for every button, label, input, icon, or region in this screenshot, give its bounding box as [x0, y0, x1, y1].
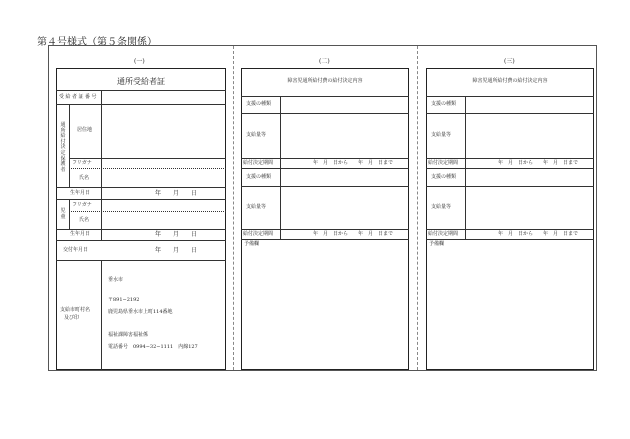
remarks-label: 予備欄: [244, 241, 260, 247]
rule: [241, 168, 409, 169]
support-type-label: 支援の種類: [246, 174, 272, 180]
rule: [426, 239, 594, 240]
rule: [426, 158, 594, 159]
child-label: 児童: [60, 208, 66, 220]
column-number-one: (一): [134, 58, 145, 65]
rule: [280, 96, 281, 239]
support-type-label: 支援の種類: [431, 174, 457, 180]
period-label: 給付決定期間: [428, 231, 459, 237]
support-amount-label: 支給量等: [431, 204, 452, 210]
rule: [426, 168, 594, 169]
rule: [69, 158, 226, 159]
fold-line-1: [233, 46, 234, 370]
payment-title-2: 障害児通所給付費の給付決定内容: [287, 78, 363, 84]
period-value: 年 月 日から 年 月 日まで: [498, 231, 579, 237]
child-birthdate-label: 生年月日: [70, 231, 91, 237]
issuer-postal: 〒891−2192: [108, 297, 140, 303]
rule: [426, 96, 594, 97]
rule: [69, 168, 226, 169]
issuer-seal-label: 及び印: [64, 315, 80, 321]
issuer-name: 垂水市: [108, 277, 124, 283]
rule: [465, 96, 466, 239]
rule: [56, 104, 226, 105]
rule: [101, 90, 102, 104]
rule: [241, 113, 409, 114]
birthdate-label: 生年月日: [70, 190, 91, 196]
child-furigana-label: フリガナ: [72, 202, 92, 208]
column-number-two: (二): [319, 58, 330, 65]
period-label: 給付決定期間: [428, 160, 459, 166]
period-label: 給付決定期間: [243, 231, 274, 237]
remarks-label: 予備欄: [429, 241, 445, 247]
support-type-label: 支援の種類: [246, 101, 272, 107]
address-label: 居住地: [77, 127, 93, 133]
issuer-department: 福祉課障害福祉係: [108, 332, 149, 338]
support-amount-label: 支給量等: [431, 132, 452, 138]
birthdate-value: 年 月 日: [155, 190, 198, 197]
payment-title-3: 障害児通所給付費の給付決定内容: [472, 78, 548, 84]
period-label: 給付決定期間: [243, 160, 274, 166]
support-amount-label: 支給量等: [246, 204, 267, 210]
issuer-phone: 電話番号 0994−32−1111 内線127: [108, 344, 198, 350]
fold-line-2: [417, 46, 418, 370]
period-value: 年 月 日から 年 月 日まで: [313, 160, 394, 166]
rule: [56, 240, 226, 241]
rule: [56, 229, 226, 230]
certificate-title: 通所受給者証: [117, 77, 165, 86]
rule: [69, 104, 70, 187]
support-amount-label: 支給量等: [246, 132, 267, 138]
issue-date-label: 交付年月日: [63, 247, 89, 253]
rule: [426, 186, 594, 187]
rule: [69, 211, 226, 212]
furigana-label: フリガナ: [72, 160, 92, 166]
rule: [56, 260, 226, 261]
rule: [56, 199, 226, 200]
name-label: 氏名: [79, 175, 90, 181]
period-value: 年 月 日から 年 月 日まで: [498, 160, 579, 166]
guardian-label: 通所給付決定保護者: [60, 122, 66, 173]
rule: [241, 96, 409, 97]
form-title: 第４号様式（第５条関係）: [37, 37, 157, 48]
rule: [426, 113, 594, 114]
issuer-address: 鹿児島県垂水市上町114番地: [108, 309, 173, 315]
rule: [241, 186, 409, 187]
rule: [426, 229, 594, 230]
child-birthdate-value: 年 月 日: [155, 231, 198, 238]
support-type-label: 支援の種類: [431, 101, 457, 107]
cert-number-label: 受給者証番号: [59, 94, 99, 100]
rule: [101, 260, 102, 370]
rule: [241, 239, 409, 240]
child-name-label: 氏名: [79, 217, 90, 223]
rule: [56, 187, 226, 188]
rule: [69, 199, 70, 229]
rule: [101, 104, 102, 240]
rule: [56, 90, 226, 91]
column-number-three: (三): [504, 58, 515, 65]
period-value: 年 月 日から 年 月 日まで: [313, 231, 394, 237]
issuer-label: 支給市町村名: [60, 307, 91, 313]
rule: [241, 229, 409, 230]
rule: [241, 158, 409, 159]
issue-date-value: 年 月 日: [155, 247, 198, 254]
